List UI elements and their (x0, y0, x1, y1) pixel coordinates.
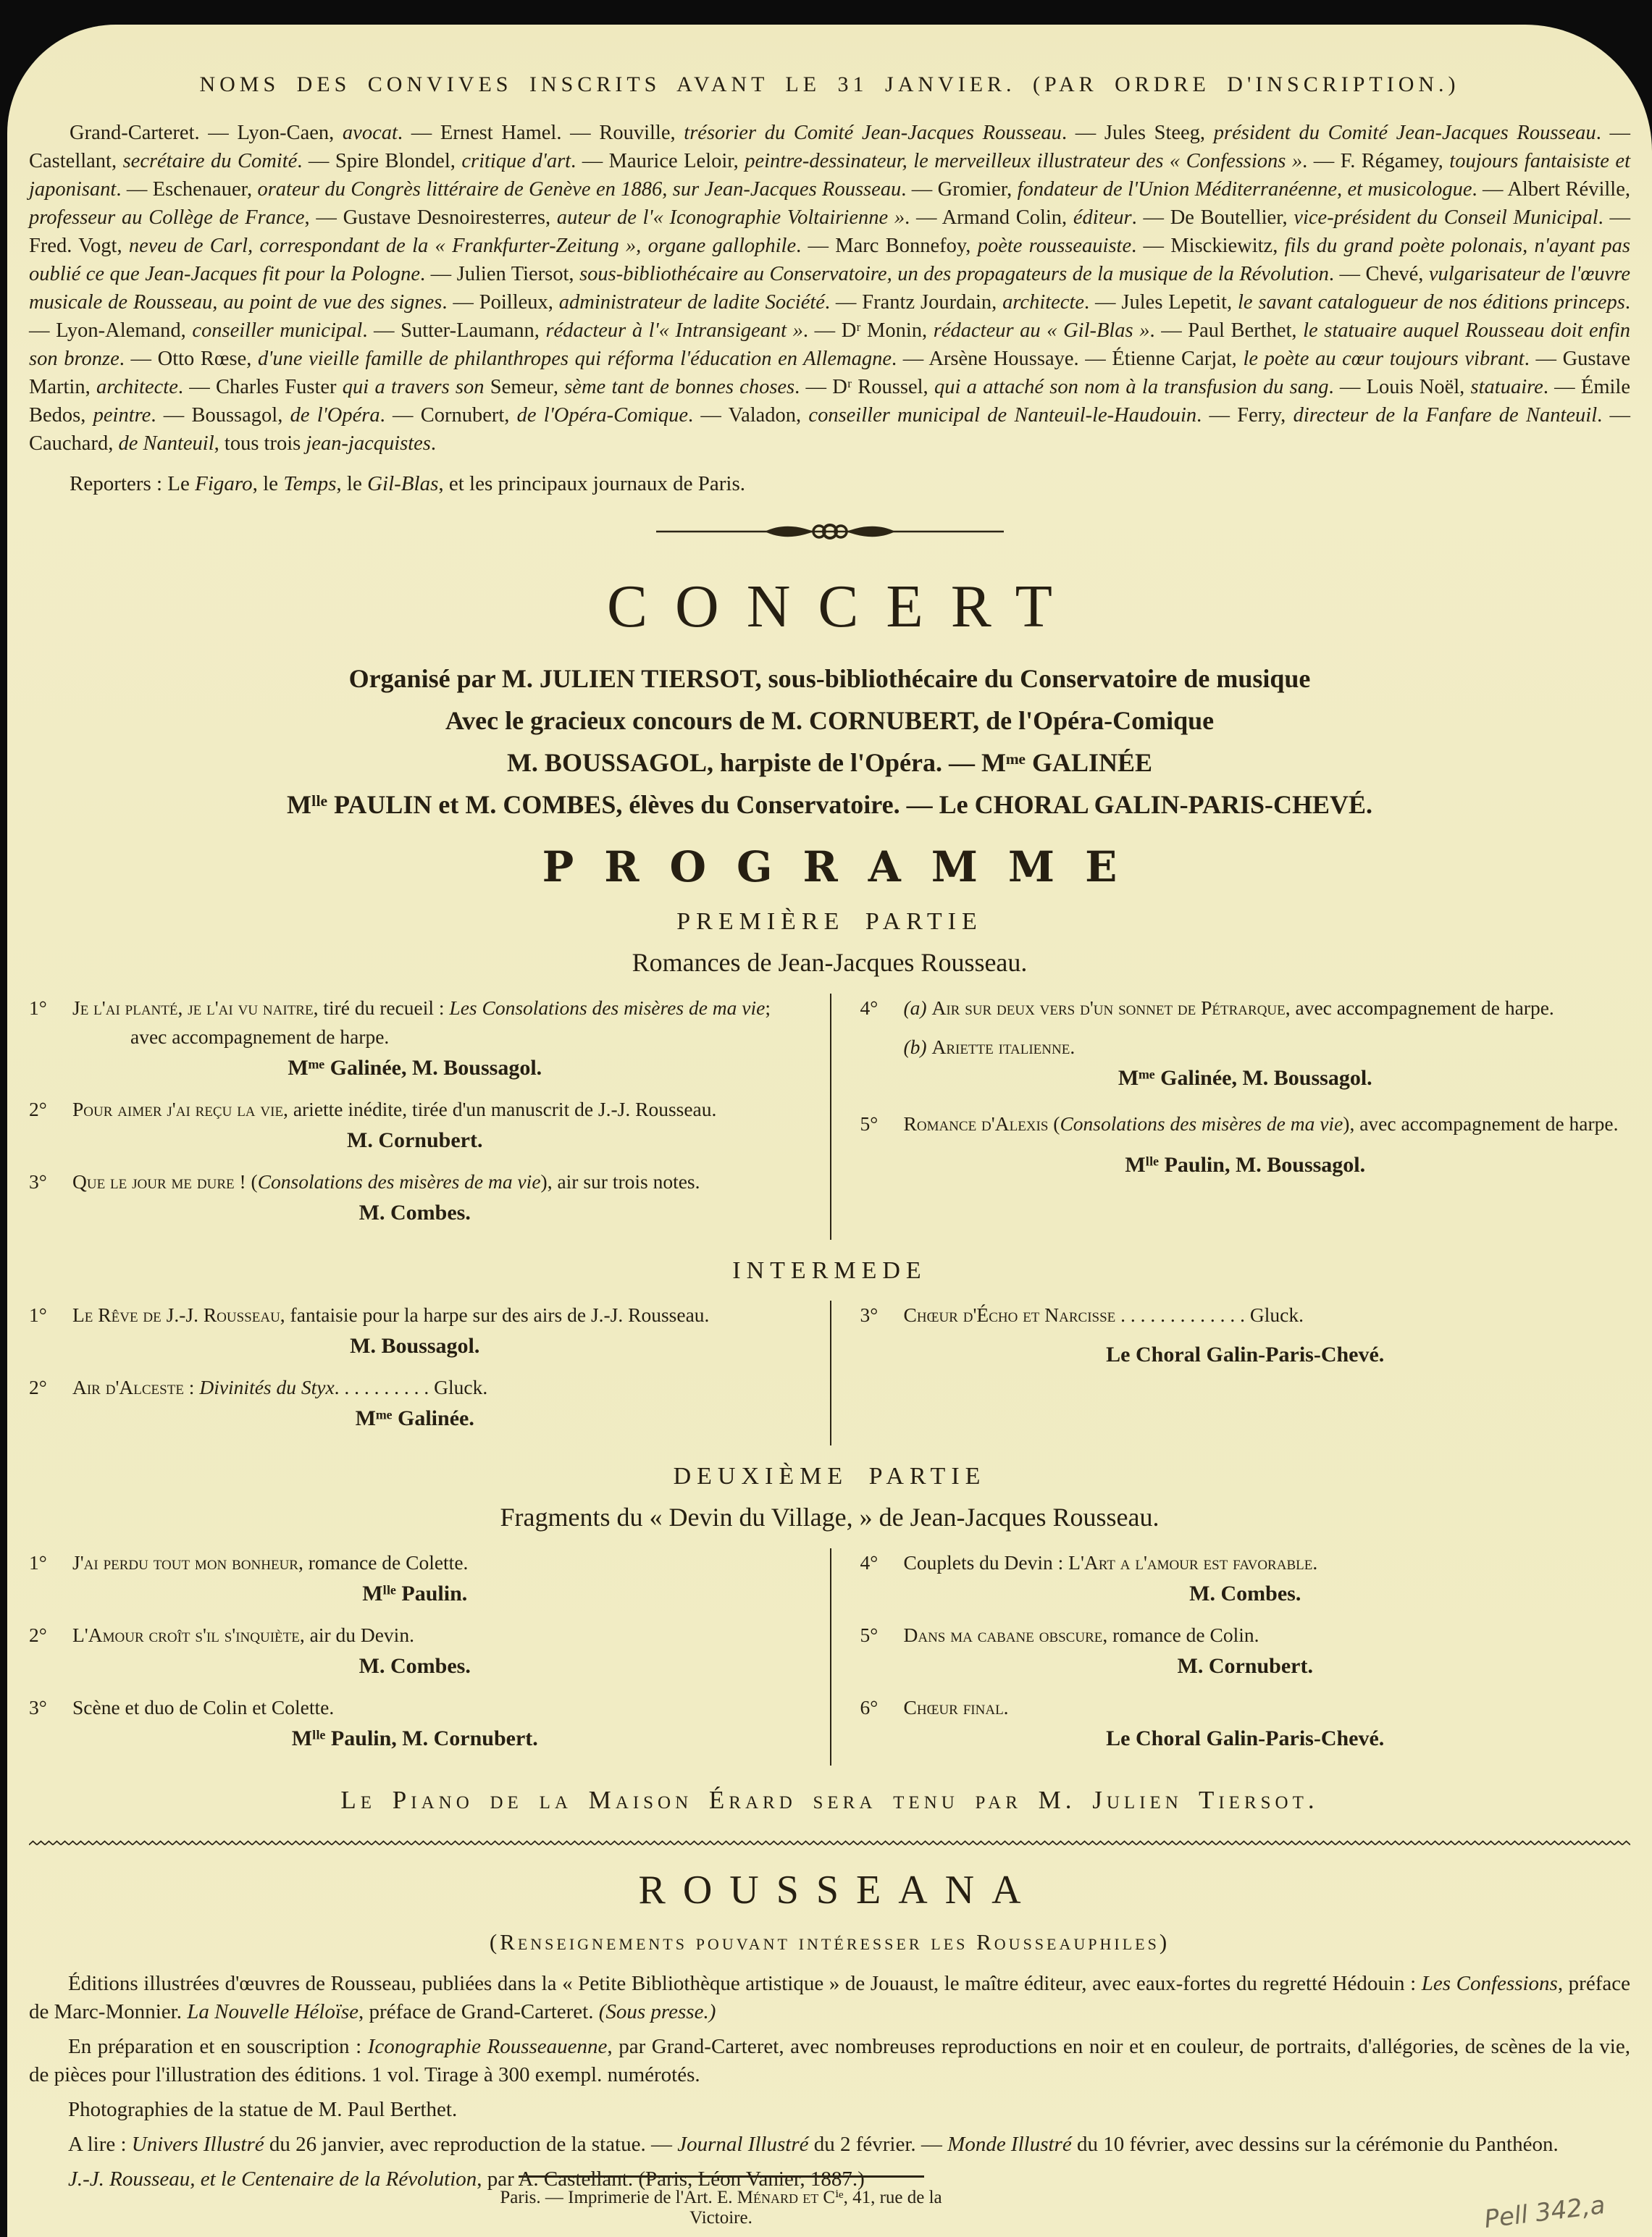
convives-heading: NOMS DES CONVIVES INSCRITS AVANT LE 31 JANVIER. (PAR ORDRE D'INSCRIPTION.) (199, 72, 1460, 96)
document-page (7, 25, 1652, 2237)
intermede-columns (29, 1301, 1630, 1445)
item-text: (a) Air sur deux vers d'un sonnet de Pétrarque, avec accompagnement de harpe. (903, 996, 1554, 1019)
item-text: Scène et duo de Colin et Colette. (72, 1695, 335, 1718)
concert-organizer-line: Mˡˡᵉ PAULIN et M. COMBES, élèves du Conservatoire. — Le CHORAL GALIN-PARIS-CHEVÉ. (286, 790, 1372, 820)
rousseana-paragraph: Photographies de la statue de M. Paul Berthet. (68, 2097, 458, 2121)
item-number: 2° (29, 1623, 47, 1646)
convives-names-paragraph: Grand-Carteret. — Lyon-Caen, avocat. — Ernest Hamel. — Rouville, trésorier du Comité Jean-Jacques Rousseau. — Jules Steeg, président du Comité Jean-Jacques Rousseau. — Castellant, secrétaire du Comité. — Spire Blondel, critique d'art. — Maurice Leloir, peintre-dessinateur, le merveilleux illustrateur des « Confessions ». — F. Régamey, toujours fantaisiste et japonisant. — Eschenauer, orateur du Congrès littéraire de Genève en 1886, sur Jean-Jacques Rousseau. — Gromier, fondateur de l'Union Méditerranéenne, et musicologue. — Albert Réville, professeur au Collège de France, — Gustave Desnoiresterres, auteur de l'« Iconographie Voltairienne ». — Armand Colin, éditeur. — De Boutellier, vice-président du Conseil Municipal. — Fred. Vogt, neveu de Carl, correspondant de la « Frankfurter-Zeitung », organe gallophile. — Marc Bonnefoy, poète rousseauiste. — Misckiewitz, fils du grand poète polonais, n'ayant pas oublié ce que Jean-Jacques fit pour la Pologne. — Julien Tiersot, sous-bibliothécaire au Conservatoire, un des propagateurs de la musique de la Révolution. — Chevé, vulgarisateur de l'œuvre musicale de Rousseau, au point de vue des signes. — Poilleux, administrateur de ladite Société. — Frantz Jourdain, architecte. — Jules Lepetit, le savant catalogueur de nos éditions princeps. — Lyon-Alemand, conseiller municipal. — Sutter-Laumann, rédacteur à l'« Intransigeant ». — Dʳ Monin, rédacteur au « Gil-Blas ». — Paul Berthet, le statuaire auquel Rousseau doit enfin son bronze. — Otto Rœse, d'une vieille famille de philanthropes qui réforma l'éducation en Allemagne. — Arsène Houssaye. — Étienne Carjat, le poète au cœur toujours vibrant. — Gustave Martin, architecte. — Charles Fuster qui a travers son Semeur, sème tant de bonnes choses. — Dʳ Roussel, qui a attaché son nom à la transfusion du sang. — Louis Noël, statuaire. — Émile Bedos, peintre. — Boussagol, de l'Opéra. — Cornubert, de l'Opéra-Comique. — Valadon, conseiller municipal de Nanteuil-le-Haudouin. — Ferry, directeur de la Fanfare de Nanteuil. — Cauchard, de Nanteuil, tous trois jean-jacquistes. (29, 122, 1631, 455)
item-performers: Mᵐᵉ Galinée. (355, 1406, 474, 1430)
item-performers: Mˡˡᵉ Paulin. (362, 1581, 468, 1606)
concert-organizer-line: Organisé par M. JULIEN TIERSOT, sous-bibliothécaire du Conservatoire de musique (348, 664, 1311, 694)
item-performers: Le Choral Galin-Paris-Chevé. (1106, 1342, 1385, 1367)
item-performers: Mᵐᵉ Galinée, M. Boussagol. (288, 1055, 542, 1080)
item-text: J'ai perdu tout mon bonheur, romance de Colette. (72, 1550, 469, 1574)
program-item (860, 1033, 1631, 1062)
rousseana-paragraph: A lire : Univers Illustré du 26 janvier, avec reproduction de la statue. — Journal Illustré du 2 février. — Monde Illustré du 10 février, avec dessins sur la cérémonie du Panthéon. (68, 2132, 1559, 2156)
part2-left-column (29, 1548, 830, 1766)
item-number: 3° (860, 1303, 879, 1326)
item-performers: M. Combes. (359, 1200, 471, 1225)
rousseana-subtitle: (Renseignements pouvant intéresser les Rousseauphiles) (489, 1928, 1170, 1955)
item-performers: Le Choral Galin-Paris-Chevé. (1106, 1726, 1385, 1750)
rousseana-paragraph: Éditions illustrées d'œuvres de Rousseau, publiées dans la « Petite Bibliothèque artistique » de Jouaust, le maître éditeur, avec eaux-fortes du regretté Hédouin : Les Confessions, préface de Marc-Monnier. La Nouvelle Héloïse, préface de Grand-Carteret. (Sous presse.) (29, 1971, 1630, 2023)
ornament-divider (29, 521, 1630, 546)
item-text: Dans ma cabane obscure, romance de Colin. (903, 1623, 1259, 1646)
item-number: 3° (29, 1170, 47, 1193)
intermede-left-column (29, 1301, 830, 1445)
program-item (860, 1109, 1631, 1138)
item-number: 1° (29, 996, 47, 1019)
item-number: 1° (29, 1550, 47, 1574)
concert-title: CONCERT (607, 573, 1080, 640)
item-performers: M. Boussagol. (350, 1333, 480, 1358)
item-text: Le Rêve de J.-J. Rousseau, fantaisie pour la harpe sur des airs de J.-J. Rousseau. (72, 1303, 710, 1326)
item-performers: Mˡˡᵉ Paulin, M. Boussagol. (1125, 1152, 1366, 1177)
shelfmark-note: Pell 342,a (1483, 2190, 1607, 2235)
part2-right-column (830, 1548, 1631, 1766)
item-text: Air d'Alceste : Divinités du Styx. . . . . . . . . . Gluck. (72, 1375, 488, 1398)
part2-columns (29, 1548, 1630, 1766)
rousseana-paragraph: J.-J. Rousseau, et le Centenaire de la Révolution, par A. Castellant. (Paris, Léon Vanier, 1887.) (68, 2167, 865, 2191)
program-item (860, 1621, 1631, 1650)
zigzag-divider (29, 1839, 1630, 1847)
item-number: 6° (860, 1695, 879, 1718)
program-item (29, 1095, 801, 1124)
program-item (860, 1301, 1631, 1330)
item-text: Que le jour me dure ! (Consolations des misères de ma vie), air sur trois notes. (72, 1170, 700, 1193)
item-text: Chœur final. (903, 1695, 1009, 1718)
item-text: Romance d'Alexis (Consolations des misères de ma vie), avec accompagnement de harpe. (903, 1112, 1619, 1135)
program-item (29, 1548, 801, 1577)
program-item (29, 1167, 801, 1196)
item-number: 1° (29, 1303, 47, 1326)
item-number: 5° (860, 1112, 879, 1135)
item-number: 3° (29, 1695, 47, 1718)
item-performers: Mˡˡᵉ Paulin, M. Cornubert. (291, 1726, 538, 1750)
program-item (29, 1621, 801, 1650)
part1-heading: PREMIÈRE PARTIE (676, 907, 983, 935)
part1-subheading: Romances de Jean-Jacques Rousseau. (632, 947, 1028, 977)
program-item (29, 1301, 801, 1330)
part1-left-column (29, 994, 830, 1240)
item-number: 2° (29, 1375, 47, 1398)
imprint-text: Paris. — Imprimerie de l'Art. E. Ménard et Cⁱᵉ, 41, rue de la Victoire. (500, 2188, 942, 2228)
item-number: 5° (860, 1623, 879, 1646)
part1-columns (29, 994, 1630, 1240)
item-text: Chœur d'Écho et Narcisse . . . . . . . . . . . . . Gluck. (903, 1303, 1304, 1326)
item-performers: Mᵐᵉ Galinée, M. Boussagol. (1118, 1065, 1372, 1090)
piano-note: Le Piano de la Maison Érard sera tenu par M. Julien Tiersot. (340, 1785, 1319, 1814)
imprint-block (468, 2175, 975, 2228)
item-number: 4° (860, 996, 879, 1019)
rousseana-title: ROUSSEANA (638, 1867, 1039, 1913)
item-text: Pour aimer j'ai reçu la vie, ariette inédite, tirée d'un manuscrit de J.-J. Rousseau. (72, 1097, 717, 1120)
reporters-line: Reporters : Le Figaro, le Temps, le Gil-Blas, et les principaux journaux de Paris. (70, 472, 745, 495)
part1-right-column (830, 994, 1631, 1240)
program-item (29, 994, 801, 1052)
item-text: (b) Ariette italienne. (903, 1035, 1076, 1058)
item-number: 2° (29, 1097, 47, 1120)
imprint-rule (519, 2175, 924, 2178)
intermede-heading: INTERMEDE (732, 1256, 927, 1284)
rousseana-paragraph: En préparation et en souscription : Iconographie Rousseauenne, par Grand-Carteret, avec nombreuses reproductions en noir et en couleur, de portraits, d'allégories, de scènes de la vie, de pièces pour l'illustration des éditions. 1 vol. Tirage à 300 exempl. numérotés. (29, 2034, 1630, 2086)
program-item (29, 1693, 801, 1722)
item-text: Couplets du Devin : L'Art a l'amour est favorable. (903, 1550, 1318, 1574)
program-item (860, 1548, 1631, 1577)
part2-subheading: Fragments du « Devin du Village, » de Jean-Jacques Rousseau. (500, 1502, 1160, 1532)
item-number: 4° (860, 1550, 879, 1574)
program-item (860, 1693, 1631, 1722)
concert-organizer-line: Avec le gracieux concours de M. CORNUBERT, de l'Opéra-Comique (445, 706, 1215, 736)
program-item (29, 1373, 801, 1402)
item-text: L'Amour croît s'il s'inquiète, air du Devin. (72, 1623, 414, 1646)
concert-organizer-line: M. BOUSSAGOL, harpiste de l'Opéra. — Mᵐᵉ GALINÉE (506, 748, 1153, 778)
programme-title: PROGRAMME (542, 842, 1148, 892)
program-item (860, 994, 1631, 1023)
item-text: Je l'ai planté, je l'ai vu naitre, tiré du recueil : Les Consolations des misères de ma vie; avec accompagnement de harpe. (72, 996, 771, 1048)
concert-organizers (29, 658, 1630, 826)
item-performers: M. Cornubert. (1177, 1653, 1313, 1678)
item-performers: M. Cornubert. (347, 1128, 483, 1152)
intermede-right-column (830, 1301, 1631, 1445)
item-performers: M. Combes. (1189, 1581, 1301, 1606)
part2-heading: DEUXIÈME PARTIE (673, 1462, 986, 1490)
item-performers: M. Combes. (359, 1653, 471, 1678)
